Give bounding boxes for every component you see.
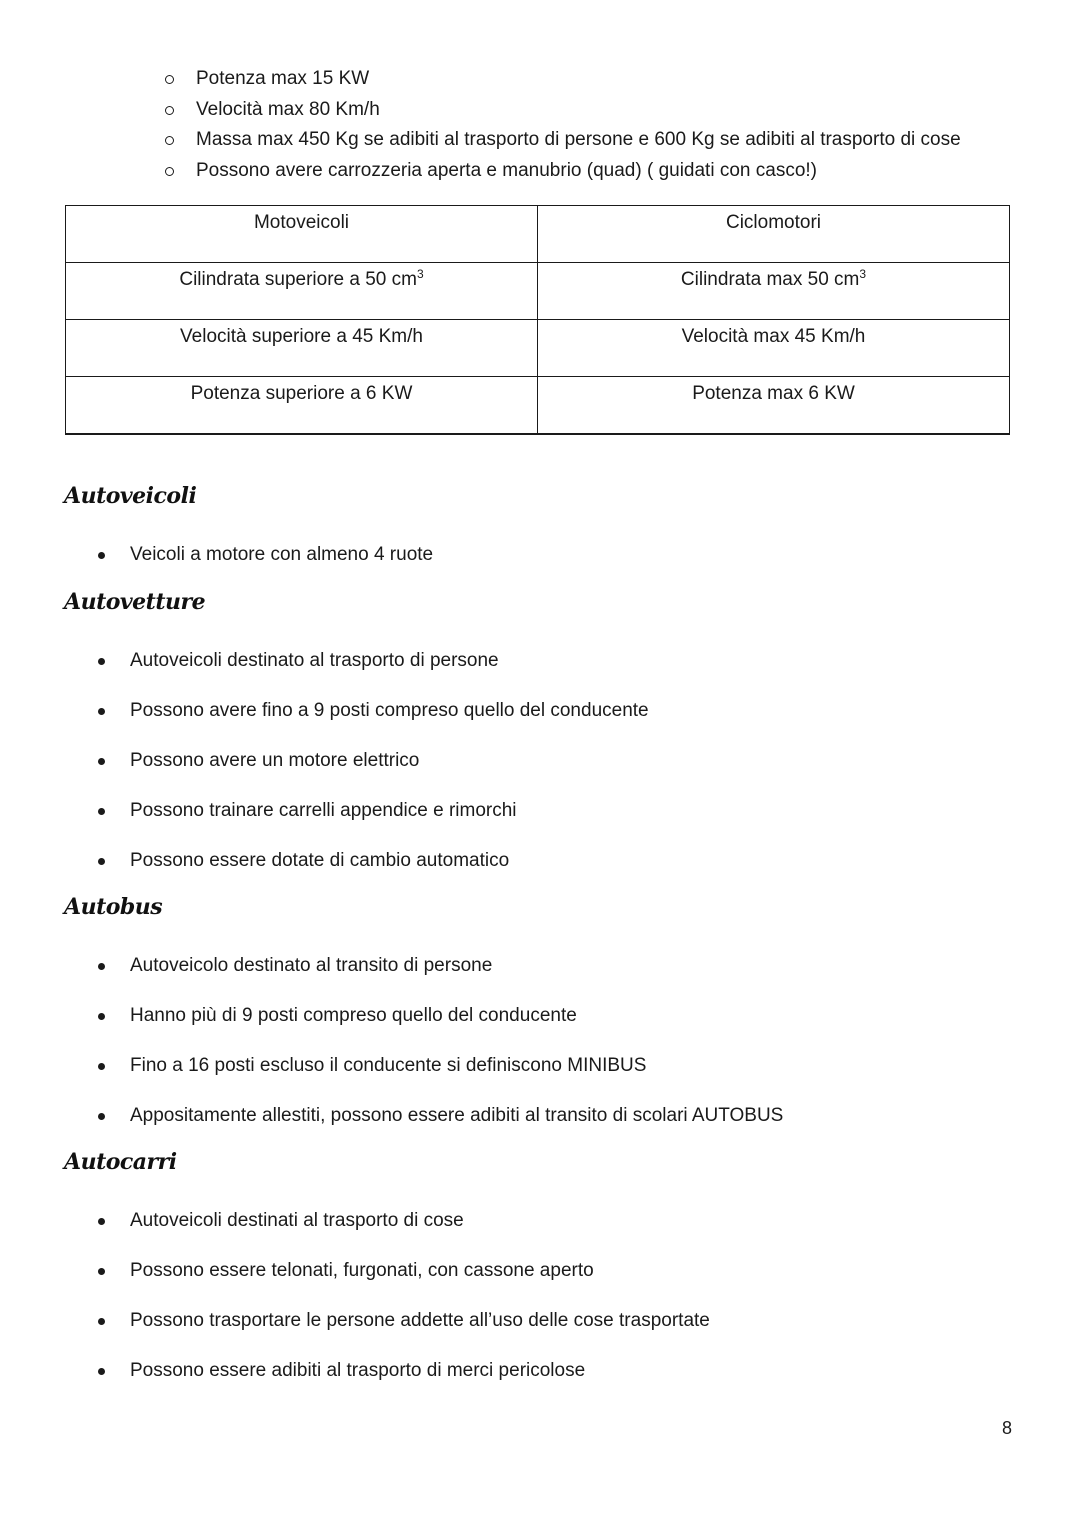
bullet-icon: [98, 808, 105, 815]
section-heading-autobus: Autobus: [64, 894, 163, 920]
table-cell: Velocità superiore a 45 Km/h: [66, 320, 538, 377]
bullet-icon: [98, 858, 105, 865]
table-cell: Potenza max 6 KW: [538, 377, 1010, 434]
superscript: 3: [416, 267, 424, 281]
circle-bullet-icon: [165, 136, 174, 145]
table-cell: Cilindrata max 50 $cm^3$: [538, 263, 1010, 320]
table-header-row: [66, 206, 1010, 263]
bullet-icon: [98, 552, 105, 559]
bullet-icon: [98, 1268, 105, 1275]
bullet-icon: [98, 1063, 105, 1070]
superscript: 3: [859, 267, 867, 281]
table-row: [66, 320, 1010, 377]
table-header-cell: Ciclomotori: [538, 206, 1010, 263]
bullet-icon: [98, 658, 105, 665]
section-heading-autocarri: Autocarri: [64, 1149, 177, 1175]
bullet-icon: [98, 1113, 105, 1120]
page-number: 8: [1002, 1418, 1013, 1438]
section-heading-autovetture: Autovetture: [64, 589, 206, 615]
circle-bullet-icon: [165, 167, 174, 176]
table-cell: Velocità max 45 Km/h: [538, 320, 1010, 377]
bullet-icon: [98, 758, 105, 765]
document-page: Potenza max 15 KW Velocità max 80 Km/h Massa max 450 Kg se adibiti al trasporto di persone e 600 Kg se adibiti al trasporto di cose Possono avere carrozzeria aperta e manubrio (quad) ( guidati con casco!) Motoveicoli Ciclomotori Cilindrata superiore a 50 $cm^3$ Cilindrata max 50 $cm^3$ Velocità superiore a 45 Km/h Velocità max 45 Km/h Potenza superiore a 6 KW Potenza max 6 KW Autoveicoli Veicoli a motore con almeno 4 ruote Autovetture Autoveicoli destinato al trasporto di persone Possono avere fino a 9 posti compreso quello del conducente Possono avere un motore elettrico Possono trainare carrelli appendice e rimorchi Possono essere dotate di cambio automatico Autobus Autoveicolo destinato al transito di persone Hanno più di 9 posti compreso quello del conducente Fino a 16 posti escluso il conducente si definiscono MINIBUS Appositamente allestiti, possono essere adibiti al transito di scolari AUTOBUS Autocarri Autoveicoli destinati al trasporto di cose Possono essere telonati, furgonati, con cassone aperto Possono trasportare le persone addette all’uso delle cose trasportate Possono essere adibiti al trasporto di merci pericolose 8: [64, 68, 1013, 1438]
table-header-cell: Motoveicoli: [66, 206, 538, 263]
section-heading-autoveicoli: Autoveicoli: [64, 483, 197, 509]
bullet-icon: [98, 1368, 105, 1375]
bullet-icon: [98, 963, 105, 970]
table-cell: Potenza superiore a 6 KW: [66, 377, 538, 434]
table-row: [66, 263, 1010, 320]
bullet-icon: [98, 708, 105, 715]
bullet-icon: [98, 1318, 105, 1325]
circle-bullet-icon: [165, 106, 174, 115]
bullet-icon: [98, 1013, 105, 1020]
table-row: [66, 377, 1010, 434]
comparison-table: [65, 205, 1010, 435]
circle-bullet-icon: [165, 75, 174, 84]
bullet-icon: [98, 1218, 105, 1225]
table-cell: Cilindrata superiore a 50 $cm^3$: [66, 263, 538, 320]
